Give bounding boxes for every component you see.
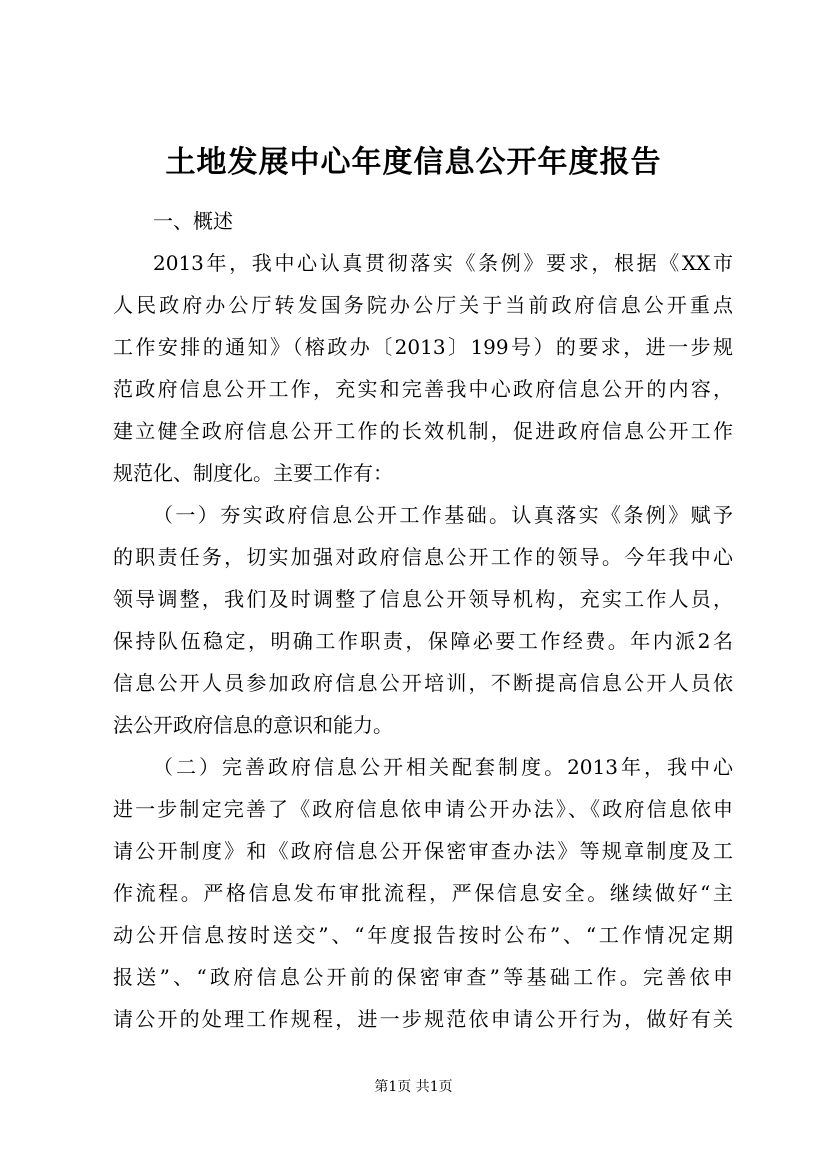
paragraph-line: 领导调整，我们及时调整了信息公开领导机构，充实工作人员， <box>113 587 733 611</box>
paragraph-line: 保持队伍稳定，明确工作职责，保障必要工作经费。年内派2名 <box>113 629 733 653</box>
paragraph-line: 作流程。严格信息发布审批流程，严保信息安全。继续做好“主 <box>113 881 733 905</box>
paragraph-line: （一）夯实政府信息公开工作基础。认真落实《条例》赋予 <box>153 503 733 527</box>
paragraph-line: 信息公开人员参加政府信息公开培训，不断提高信息公开人员依 <box>113 671 733 695</box>
paragraph-line: 工作安排的通知》（榕政办〔2013〕199号）的要求，进一步规 <box>113 335 733 359</box>
paragraph-line: 人民政府办公厅转发国务院办公厅关于当前政府信息公开重点 <box>113 293 733 317</box>
paragraph-line: 进一步制定完善了《政府信息依申请公开办法》、《政府信息依申 <box>113 797 733 821</box>
document-title: 土地发展中心年度信息公开年度报告 <box>165 145 662 180</box>
document-body <box>113 200 733 1040</box>
paragraph-line: 请公开制度》和《政府信息公开保密审查办法》等规章制度及工 <box>113 839 733 863</box>
section-heading-overview: 一、概述 <box>153 209 233 233</box>
paragraph-line: 的职责任务，切实加强对政府信息公开工作的领导。今年我中心 <box>113 545 733 569</box>
page-footer: 第1页 共1页 <box>374 1079 453 1095</box>
paragraph-line: 法公开政府信息的意识和能力。 <box>113 713 393 737</box>
paragraph-line: 2013年，我中心认真贯彻落实《条例》要求，根据《XX市 <box>153 251 733 275</box>
paragraph-line: 范政府信息公开工作，充实和完善我中心政府信息公开的内容， <box>113 377 733 401</box>
paragraph-line: 规范化、制度化。主要工作有： <box>113 461 393 485</box>
paragraph-line: 动公开信息按时送交”、“年度报告按时公布”、“工作情况定期 <box>113 923 733 947</box>
paragraph-line: （二）完善政府信息公开相关配套制度。2013年，我中心 <box>153 755 733 779</box>
paragraph-line: 请公开的处理工作规程，进一步规范依申请公开行为，做好有关 <box>113 1007 733 1031</box>
paragraph-line: 建立健全政府信息公开工作的长效机制，促进政府信息公开工作 <box>113 419 733 443</box>
paragraph-line: 报送”、“政府信息公开前的保密审查”等基础工作。完善依申 <box>113 965 733 989</box>
